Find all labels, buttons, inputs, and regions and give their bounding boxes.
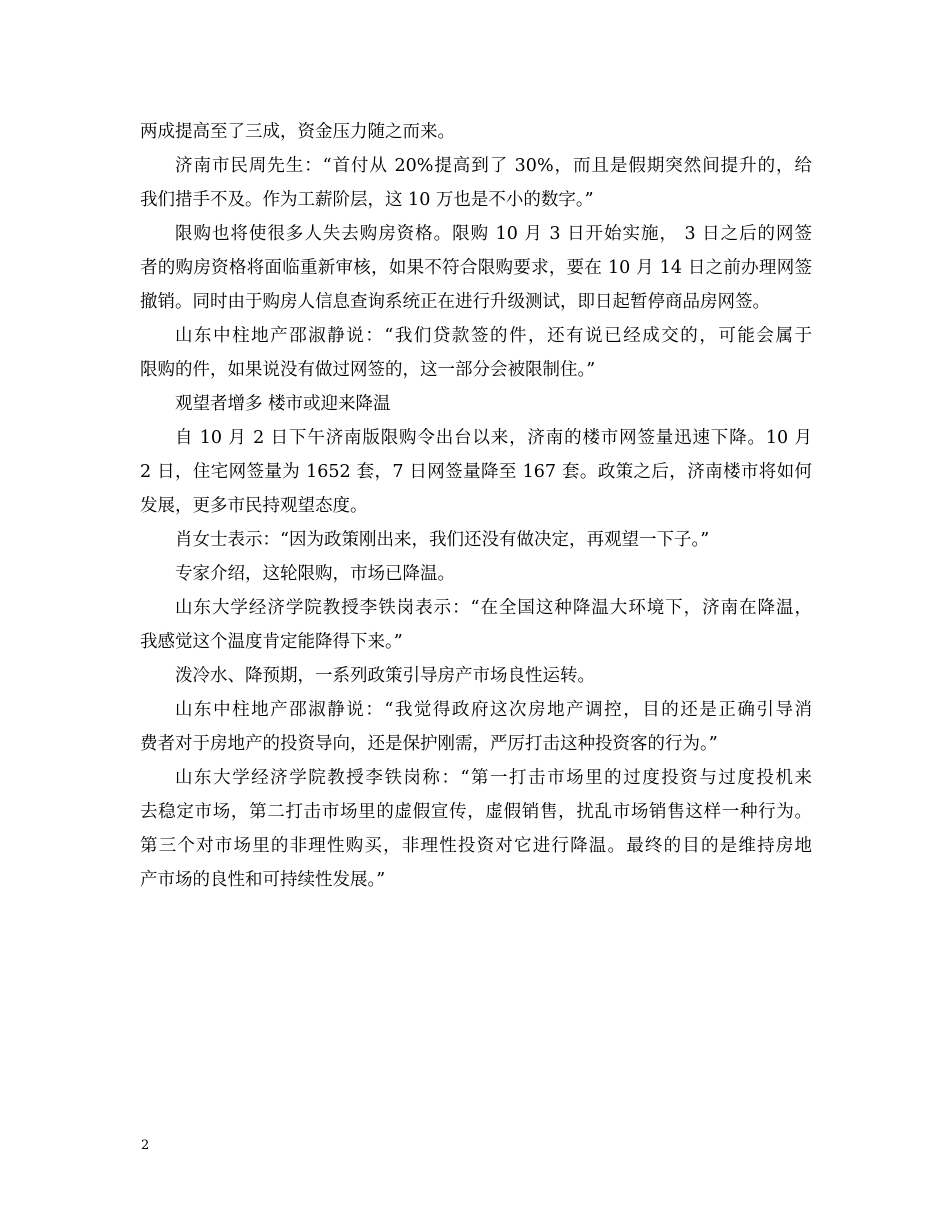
text-line: 费者对于房地产的投资导向，还是保护刚需，严厉打击这种投资客的行为。” <box>140 734 718 754</box>
text-line: 肖女士表示：“因为政策刚出来，我们还没有做决定，再观望一下子。” <box>175 530 710 550</box>
text-line: 我感觉这个温度肯定能降得下来。” <box>140 632 403 652</box>
text-line: 自 10 月 2 日下午济南版限购令出台以来，济南的楼市网签量迅速下降。10 月 <box>175 428 812 448</box>
text-line: 撤销。同时由于购房人信息查询系统正在进行升级测试，即日起暂停商品房网签。 <box>140 292 770 312</box>
text-line: 者的购房资格将面临重新审核，如果不符合限购要求，要在 10 月 14 日之前办理网签 <box>140 258 812 278</box>
page-number: 2 <box>141 1138 150 1153</box>
text-line: 济南市民周先生：“首付从 20%提高到了 30%，而且是假期突然间提升的，给 <box>175 156 812 176</box>
document-body <box>140 115 812 897</box>
text-line: 山东大学经济学院教授李铁岗表示：“在全国这种降温大环境下，济南在降温， <box>175 598 812 618</box>
text-line: 产市场的良性和可持续性发展。” <box>140 870 386 890</box>
text-line: 发展，更多市民持观望态度。 <box>140 496 368 516</box>
text-line: 限购也将使很多人失去购房资格。限购 10 月 3 日开始实施， 3 日之后的网签 <box>175 224 812 244</box>
text-line: 2 日，住宅网签量为 1652 套，7 日网签量降至 167 套。政策之后，济南楼市将如何 <box>140 462 812 482</box>
text-line: 专家介绍，这轮限购，市场已降温。 <box>175 564 455 584</box>
text-line: 两成提高至了三成，资金压力随之而来。 <box>140 122 455 142</box>
text-line: 泼冷水、降预期，一系列政策引导房产市场良性运转。 <box>175 666 595 686</box>
text-line: 山东中柱地产邵淑静说：“我们贷款签的件，还有说已经成交的，可能会属于 <box>175 326 812 346</box>
text-line: 限购的件，如果说没有做过网签的，这一部分会被限制住。” <box>140 360 596 380</box>
text-line: 山东大学经济学院教授李铁岗称：“第一打击市场里的过度投资与过度投机来 <box>175 768 812 788</box>
text-line: 观望者增多 楼市或迎来降温 <box>175 394 391 414</box>
text-line: 我们措手不及。作为工薪阶层，这 10 万也是不小的数字。” <box>140 190 594 210</box>
text-line: 去稳定市场，第二打击市场里的虚假宣传，虚假销售，扰乱市场销售这样一种行为。 <box>140 802 812 822</box>
text-line: 山东中柱地产邵淑静说：“我觉得政府这次房地产调控，目的还是正确引导消 <box>175 700 812 720</box>
text-line: 第三个对市场里的非理性购买，非理性投资对它进行降温。最终的目的是维持房地 <box>140 836 812 856</box>
